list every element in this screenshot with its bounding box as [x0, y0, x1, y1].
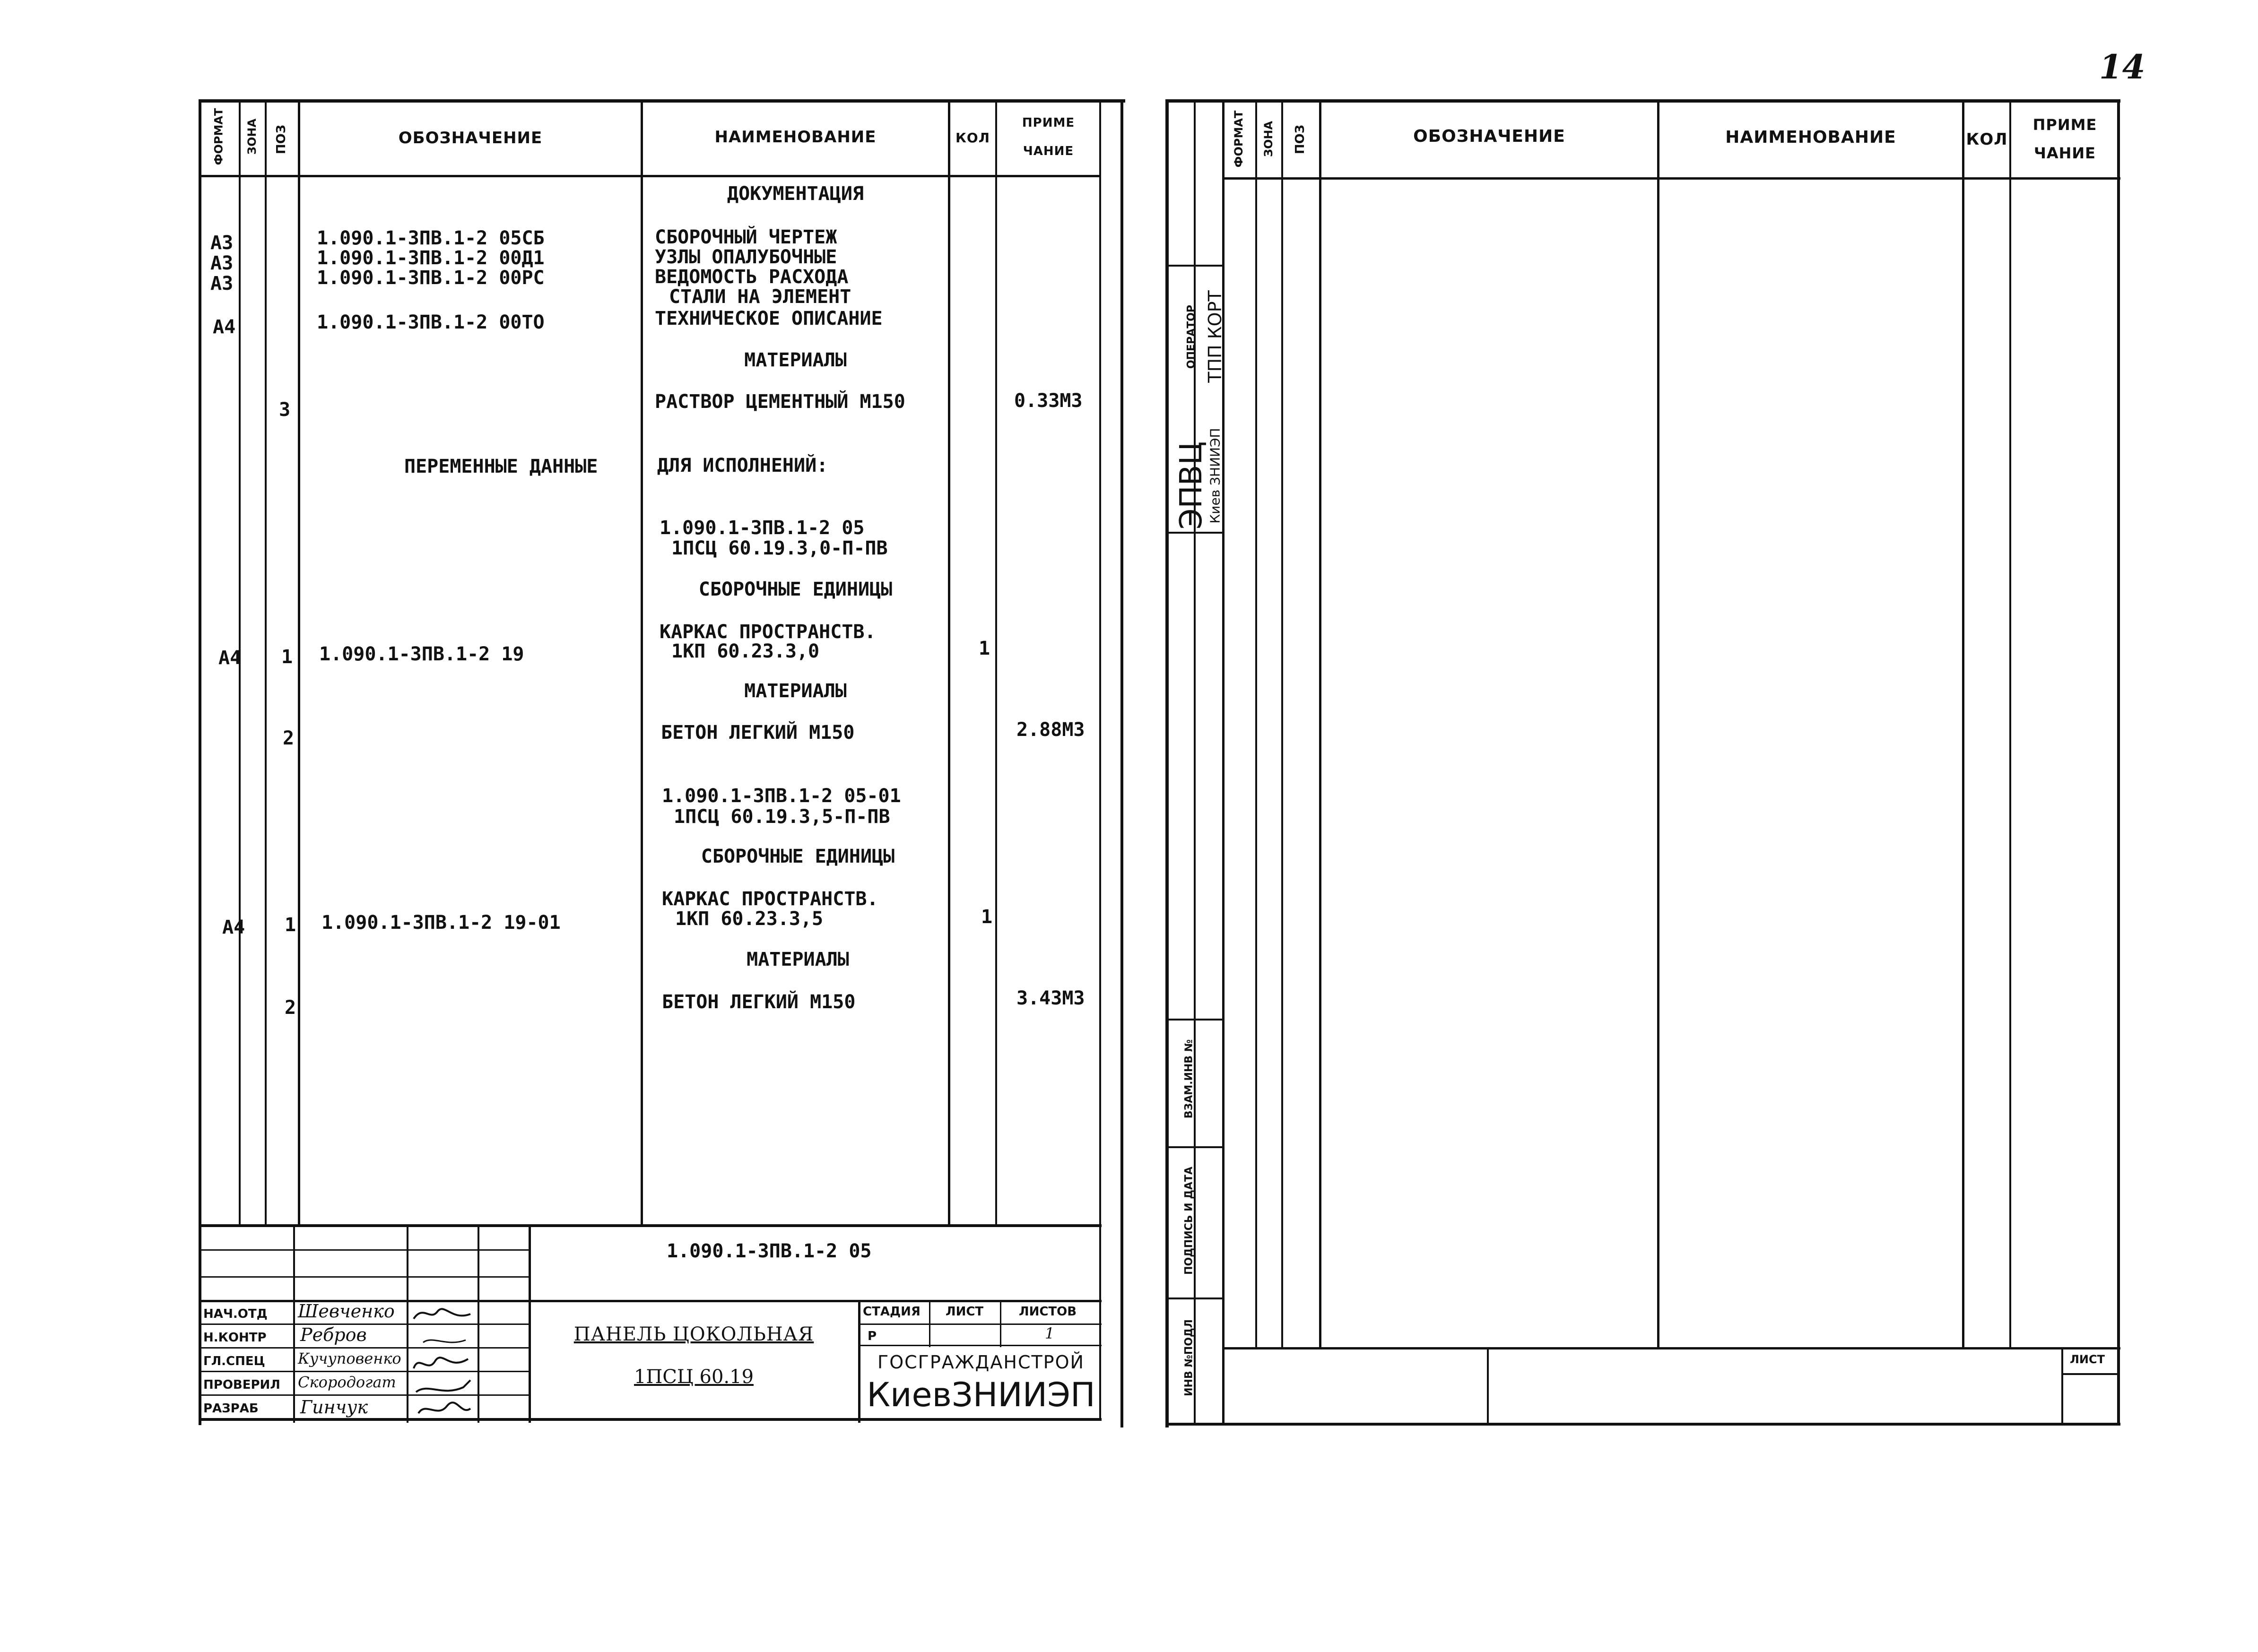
r-col-pos-header: ПОЗ	[1293, 124, 1307, 155]
asm2-qty: 1	[981, 906, 993, 928]
col-designation-header: ОБОЗНАЧЕНИЕ	[398, 129, 543, 147]
col-note-header-1: ПРИМЕ	[1022, 116, 1075, 130]
signatures-graphic	[409, 1302, 478, 1420]
asm1-pos: 1	[281, 646, 293, 668]
mat3-pos: 2	[285, 997, 296, 1019]
mat3-name: БЕТОН ЛЕГКИЙ М150	[662, 991, 856, 1013]
r-col-qty-header: КОЛ	[1966, 130, 2008, 149]
version2-line2: 1ПСЦ 60.19.3,5-П-ПВ	[674, 806, 890, 828]
kiev-label: Киев ЗНИИЭП	[1207, 428, 1223, 524]
col-pos-header: ПОЗ	[274, 124, 288, 155]
doc2-designation: 1.090.1-3ПВ.1-2 00Д1	[317, 247, 545, 269]
col-format-header: ФОРМАТ	[212, 108, 226, 165]
r-col-zone-header: ЗОНА	[1262, 121, 1275, 157]
doc2-format: А3	[210, 252, 234, 274]
doc3-format: А3	[210, 273, 234, 294]
doc4-format: А4	[213, 316, 236, 338]
section-materials-3: МАТЕРИАЛЫ	[747, 949, 849, 970]
operator-label: ОПЕРАТОР	[1185, 304, 1198, 369]
sheets-value: 1	[1045, 1324, 1055, 1342]
asm2-pos: 1	[285, 914, 296, 936]
title-line-2: 1ПСЦ 60.19	[634, 1366, 754, 1388]
role-3: ГЛ.СПЕЦ	[203, 1354, 265, 1368]
col-qty-header: КОЛ	[955, 130, 990, 146]
page-number: 14	[2099, 47, 2145, 86]
doc2-name: УЗЛЫ ОПАЛУБОЧНЫЕ	[655, 246, 837, 268]
r-col-note-header-2: ЧАНИЕ	[2033, 144, 2096, 162]
section-assembly-units-1: СБОРОЧНЫЕ ЕДИНИЦЫ	[698, 579, 893, 600]
r-col-note-header-1: ПРИМЕ	[2032, 116, 2097, 134]
vzam-inv-label: ВЗАМ.ИНВ №	[1183, 1039, 1195, 1119]
doc4-name: ТЕХНИЧЕСКОЕ ОПИСАНИЕ	[655, 308, 883, 329]
doc1-designation: 1.090.1-3ПВ.1-2 05СБ	[317, 227, 545, 249]
name-5: Гинчук	[300, 1397, 368, 1418]
stage-label: СТАДИЯ	[863, 1305, 921, 1319]
sheets-label: ЛИСТОВ	[1019, 1305, 1077, 1319]
mat3-note: 3.43М3	[1016, 987, 1085, 1009]
role-4: ПРОВЕРИЛ	[203, 1378, 280, 1392]
asm2-name-2: 1КП 60.23.3,5	[675, 908, 824, 930]
version2-line1: 1.090.1-3ПВ.1-2 05-01	[662, 785, 901, 807]
title-line-1: ПАНЕЛЬ ЦОКОЛЬНАЯ	[573, 1323, 814, 1345]
asm2-name: КАРКАС ПРОСТРАНСТВ.	[662, 888, 878, 910]
doc3-name-2: СТАЛИ НА ЭЛЕМЕНТ	[669, 286, 851, 308]
role-2: Н.КОНТР	[203, 1331, 267, 1345]
sheet-label: ЛИСТ	[946, 1305, 984, 1319]
name-2: Ребров	[300, 1324, 367, 1345]
operator-value: ТПП КОРТ	[1205, 290, 1225, 383]
r-sheet-label: ЛИСТ	[2070, 1353, 2105, 1366]
mat2-pos: 2	[283, 727, 295, 749]
asm1-name-2: 1КП 60.23.3,0	[671, 640, 820, 662]
mat1-note: 0.33М3	[1014, 390, 1083, 412]
org-name-2: КиевЗНИИЭП	[867, 1375, 1095, 1414]
asm1-name: КАРКАС ПРОСТРАНСТВ.	[660, 621, 876, 643]
doc3-name: ВЕДОМОСТЬ РАСХОДА	[655, 266, 849, 288]
mat1-pos: 3	[279, 399, 291, 421]
section-assembly-units-2: СБОРОЧНЫЕ ЕДИНИЦЫ	[701, 846, 895, 867]
epvc-label: ЭПВЦ	[1174, 441, 1209, 530]
role-5: РАЗРАБ	[203, 1401, 259, 1416]
col-zone-header: ЗОНА	[245, 118, 259, 155]
name-3: Кучуповенко	[298, 1349, 401, 1367]
r-col-designation-header: ОБОЗНАЧЕНИЕ	[1413, 127, 1565, 146]
for-versions-label: ДЛЯ ИСПОЛНЕНИЙ:	[657, 455, 828, 476]
doc-code: 1.090.1-3ПВ.1-2 05	[667, 1240, 872, 1262]
name-4: Скородогат	[298, 1373, 396, 1391]
section-documentation: ДОКУМЕНТАЦИЯ	[727, 183, 864, 205]
version1-line2: 1ПСЦ 60.19.3,0-П-ПВ	[671, 537, 888, 559]
section-materials-2: МАТЕРИАЛЫ	[744, 680, 847, 702]
mat1-name: РАСТВОР ЦЕМЕНТНЫЙ М150	[655, 391, 905, 413]
col-note-header-2: ЧАНИЕ	[1023, 144, 1074, 158]
version1-line1: 1.090.1-3ПВ.1-2 05	[660, 517, 865, 539]
col-name-header: НАИМЕНОВАНИЕ	[714, 128, 877, 147]
asm1-format: А4	[218, 647, 242, 669]
r-col-name-header: НАИМЕНОВАНИЕ	[1725, 128, 1896, 147]
inv-podl-label: ИНВ №ПОДЛ	[1183, 1319, 1195, 1396]
asm1-qty: 1	[979, 638, 990, 659]
stage-value: Р	[868, 1329, 877, 1343]
r-col-format-header: ФОРМАТ	[1232, 110, 1245, 168]
doc3-designation: 1.090.1-3ПВ.1-2 00РС	[317, 267, 545, 289]
asm2-format: А4	[222, 917, 245, 938]
section-materials-1: МАТЕРИАЛЫ	[744, 349, 847, 371]
variable-data-label: ПЕРЕМЕННЫЕ ДАННЫЕ	[404, 456, 598, 477]
role-1: НАЧ.ОТД	[203, 1307, 268, 1321]
sign-date-label: ПОДПИСЬ И ДАТА	[1183, 1167, 1195, 1275]
doc4-designation: 1.090.1-3ПВ.1-2 00ТО	[317, 311, 545, 333]
name-1: Шевченко	[298, 1301, 395, 1322]
asm2-designation: 1.090.1-3ПВ.1-2 19-01	[321, 912, 561, 934]
doc1-name: СБОРОЧНЫЙ ЧЕРТЕЖ	[655, 226, 837, 248]
org-name-1: ГОСГРАЖДАНСТРОЙ	[877, 1352, 1085, 1373]
doc1-format: А3	[210, 232, 234, 254]
mat2-name: БЕТОН ЛЕГКИЙ М150	[661, 722, 855, 744]
mat2-note: 2.88М3	[1016, 719, 1085, 741]
asm1-designation: 1.090.1-3ПВ.1-2 19	[319, 643, 524, 665]
